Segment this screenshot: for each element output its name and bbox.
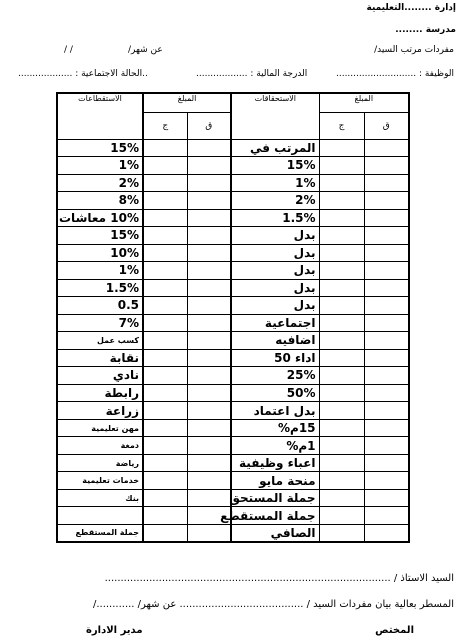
entitlement-pound-cell: [319, 157, 364, 175]
entitlement-piaster-cell: [364, 262, 409, 280]
entitlement-label: بدل: [231, 279, 319, 297]
deductions-header: الاستقطاعات: [57, 93, 143, 139]
deduction-pound-cell: [143, 419, 187, 437]
entitlement-label: 15م%: [231, 419, 319, 437]
school-line: مدرسة ........: [395, 25, 456, 35]
social-label: ..الحالة الاجتماعية : ...................: [18, 69, 148, 79]
deduction-label: 1%: [57, 157, 143, 175]
entitlement-piaster-cell: [364, 279, 409, 297]
entitlement-piaster-cell: [364, 139, 409, 157]
deduction-label: 7%: [57, 314, 143, 332]
entitlement-pound-cell: [319, 297, 364, 315]
entitlement-pound-cell: [319, 419, 364, 437]
deduction-label: مهن تعليمية: [57, 419, 143, 437]
month-label: عن شهر/: [128, 45, 163, 55]
entitlement-piaster-cell: [364, 349, 409, 367]
table-row: [57, 384, 409, 402]
entitlement-pound-cell: [319, 244, 364, 262]
deduction-piaster-cell: [187, 402, 231, 420]
entitlement-label: بدل: [231, 262, 319, 280]
deduction-piaster-cell: [187, 174, 231, 192]
entitlement-label: بدل اعتماد: [231, 402, 319, 420]
table-row: [57, 349, 409, 367]
deduction-piaster-cell: [187, 262, 231, 280]
deduction-piaster-cell: [187, 244, 231, 262]
entitlements-piaster-unit: ق: [364, 112, 409, 139]
deductions-piaster-unit: ق: [187, 112, 231, 139]
entitlement-piaster-cell: [364, 192, 409, 210]
table-row: [57, 227, 409, 245]
table-row: [57, 419, 409, 437]
teacher-line: السيد الاستاذ / ..........................................................................................: [104, 573, 454, 584]
deduction-label: بنك: [57, 489, 143, 507]
deduction-pound-cell: [143, 139, 187, 157]
deduction-label: 8%: [57, 192, 143, 210]
entitlement-piaster-cell: [364, 227, 409, 245]
deduction-label: جملة المستقطع: [57, 524, 143, 542]
deduction-piaster-cell: [187, 192, 231, 210]
entitlement-piaster-cell: [364, 507, 409, 525]
entitlement-piaster-cell: [364, 489, 409, 507]
deduction-label: خدمات تعليمية: [57, 472, 143, 490]
deduction-pound-cell: [143, 402, 187, 420]
director-label: مدير الادارة: [86, 625, 143, 636]
deduction-piaster-cell: [187, 384, 231, 402]
deduction-label: نادي: [57, 367, 143, 385]
entitlement-piaster-cell: [364, 367, 409, 385]
entitlement-pound-cell: [319, 349, 364, 367]
entitlement-label: جملة المستحق: [231, 489, 319, 507]
deduction-pound-cell: [143, 262, 187, 280]
deduction-label: رياضة: [57, 454, 143, 472]
deductions-pound-unit: ج: [143, 112, 187, 139]
entitlement-piaster-cell: [364, 472, 409, 490]
deduction-label: كسب عمل: [57, 332, 143, 350]
grade-label: الدرجة المالية : ..................: [196, 69, 308, 79]
entitlement-pound-cell: [319, 209, 364, 227]
entitlement-pound-cell: [319, 507, 364, 525]
deduction-piaster-cell: [187, 349, 231, 367]
entitlement-piaster-cell: [364, 157, 409, 175]
entitlement-piaster-cell: [364, 454, 409, 472]
deduction-piaster-cell: [187, 489, 231, 507]
deduction-pound-cell: [143, 332, 187, 350]
deduction-piaster-cell: [187, 297, 231, 315]
entitlement-pound-cell: [319, 524, 364, 542]
entitlement-pound-cell: [319, 384, 364, 402]
table-row: [57, 402, 409, 420]
table-row: [57, 332, 409, 350]
deduction-piaster-cell: [187, 472, 231, 490]
entitlement-label: 25%: [231, 367, 319, 385]
entitlement-label: المرتب في: [231, 139, 319, 157]
entitlement-label: اداء 50: [231, 349, 319, 367]
deduction-label: 0.5: [57, 297, 143, 315]
entitlement-piaster-cell: [364, 174, 409, 192]
entitlement-label: اضافيه: [231, 332, 319, 350]
deduction-label: [57, 507, 143, 525]
deduction-label: نقابة: [57, 349, 143, 367]
deduction-piaster-cell: [187, 437, 231, 455]
table-row: [57, 279, 409, 297]
entitlement-label: جملة المستقطع: [231, 507, 319, 525]
date-slashes: / /: [64, 45, 73, 55]
entitlement-piaster-cell: [364, 402, 409, 420]
deduction-piaster-cell: [187, 227, 231, 245]
deduction-pound-cell: [143, 507, 187, 525]
job-label: الوظيفة : ............................: [335, 69, 454, 79]
table-row: [57, 524, 409, 542]
entitlement-label: بدل: [231, 297, 319, 315]
deduction-piaster-cell: [187, 279, 231, 297]
entitlement-label: بدل: [231, 227, 319, 245]
deduction-pound-cell: [143, 174, 187, 192]
deduction-pound-cell: [143, 209, 187, 227]
table-row: [57, 157, 409, 175]
entitlement-piaster-cell: [364, 419, 409, 437]
table-row: [57, 454, 409, 472]
deduction-pound-cell: [143, 367, 187, 385]
entitlement-label: 1%: [231, 174, 319, 192]
deduction-pound-cell: [143, 192, 187, 210]
table-row: [57, 174, 409, 192]
deduction-piaster-cell: [187, 524, 231, 542]
table-row: [57, 209, 409, 227]
table-row: [57, 262, 409, 280]
entitlement-pound-cell: [319, 367, 364, 385]
deduction-label: 15%: [57, 227, 143, 245]
table-row: [57, 314, 409, 332]
entitlement-label: اعباء وظيفية: [231, 454, 319, 472]
table-row: [57, 297, 409, 315]
entitlement-label: 50%: [231, 384, 319, 402]
entitlement-pound-cell: [319, 227, 364, 245]
deduction-label: 10% معاشات: [57, 209, 143, 227]
deduction-label: 2%: [57, 174, 143, 192]
deduction-piaster-cell: [187, 139, 231, 157]
entitlement-pound-cell: [319, 402, 364, 420]
entitlements-pound-unit: ج: [319, 112, 364, 139]
deduction-pound-cell: [143, 437, 187, 455]
deduction-piaster-cell: [187, 332, 231, 350]
entitlements-header: الاستحقاقات: [231, 93, 319, 139]
deduction-pound-cell: [143, 489, 187, 507]
table-row: [57, 437, 409, 455]
deduction-piaster-cell: [187, 209, 231, 227]
deductions-amount-header: المبلغ: [143, 93, 231, 112]
salary-table: [56, 92, 410, 543]
entitlement-pound-cell: [319, 454, 364, 472]
entitlement-pound-cell: [319, 192, 364, 210]
entitlement-label: منحة مايو: [231, 472, 319, 490]
deduction-label: رابطة: [57, 384, 143, 402]
entitlement-piaster-cell: [364, 332, 409, 350]
entitlement-label: 15%: [231, 157, 319, 175]
entitlement-piaster-cell: [364, 297, 409, 315]
table-row: [57, 489, 409, 507]
entitlement-label: الصافي: [231, 524, 319, 542]
entitlement-piaster-cell: [364, 524, 409, 542]
entitlement-pound-cell: [319, 139, 364, 157]
deduction-pound-cell: [143, 157, 187, 175]
entitlements-amount-header: المبلغ: [319, 93, 409, 112]
deduction-pound-cell: [143, 279, 187, 297]
entitlement-label: 2%: [231, 192, 319, 210]
deduction-label: 1.5%: [57, 279, 143, 297]
entitlement-pound-cell: [319, 279, 364, 297]
entitlement-piaster-cell: [364, 314, 409, 332]
entitlement-label: 1م%: [231, 437, 319, 455]
entitlement-pound-cell: [319, 262, 364, 280]
deduction-piaster-cell: [187, 314, 231, 332]
deduction-pound-cell: [143, 349, 187, 367]
deduction-label: 10%: [57, 244, 143, 262]
deduction-pound-cell: [143, 524, 187, 542]
deduction-pound-cell: [143, 472, 187, 490]
deduction-label: دمغة: [57, 437, 143, 455]
entitlement-label: 1.5%: [231, 209, 319, 227]
deduction-piaster-cell: [187, 454, 231, 472]
table-row: [57, 244, 409, 262]
entitlement-label: اجتماعية: [231, 314, 319, 332]
entitlement-pound-cell: [319, 314, 364, 332]
entitlement-pound-cell: [319, 489, 364, 507]
entitlement-pound-cell: [319, 437, 364, 455]
table-row: [57, 507, 409, 525]
deduction-label: زراعة: [57, 402, 143, 420]
table-row: [57, 139, 409, 157]
entitlement-pound-cell: [319, 174, 364, 192]
entitlement-pound-cell: [319, 472, 364, 490]
deduction-pound-cell: [143, 314, 187, 332]
deduction-pound-cell: [143, 297, 187, 315]
name-label: مفردات مرتب السيد/: [374, 45, 454, 55]
deduction-piaster-cell: [187, 157, 231, 175]
entitlement-piaster-cell: [364, 244, 409, 262]
table-row: [57, 192, 409, 210]
deduction-label: 15%: [57, 139, 143, 157]
deduction-piaster-cell: [187, 367, 231, 385]
entitlement-piaster-cell: [364, 384, 409, 402]
deduction-pound-cell: [143, 384, 187, 402]
entitlement-pound-cell: [319, 332, 364, 350]
entitlement-piaster-cell: [364, 437, 409, 455]
entitlement-piaster-cell: [364, 209, 409, 227]
deduction-piaster-cell: [187, 419, 231, 437]
entitlement-label: بدل: [231, 244, 319, 262]
deduction-pound-cell: [143, 244, 187, 262]
table-row: [57, 367, 409, 385]
deduction-label: 1%: [57, 262, 143, 280]
admin-line: إدارة ........التعليمية: [366, 3, 456, 13]
specialist-label: المختص: [375, 625, 414, 636]
deduction-pound-cell: [143, 227, 187, 245]
statement-line: المسطر بعالية بيان مفردات السيد / ....................................... عن شهر/ ............/: [92, 599, 454, 610]
deduction-pound-cell: [143, 454, 187, 472]
table-row: [57, 472, 409, 490]
